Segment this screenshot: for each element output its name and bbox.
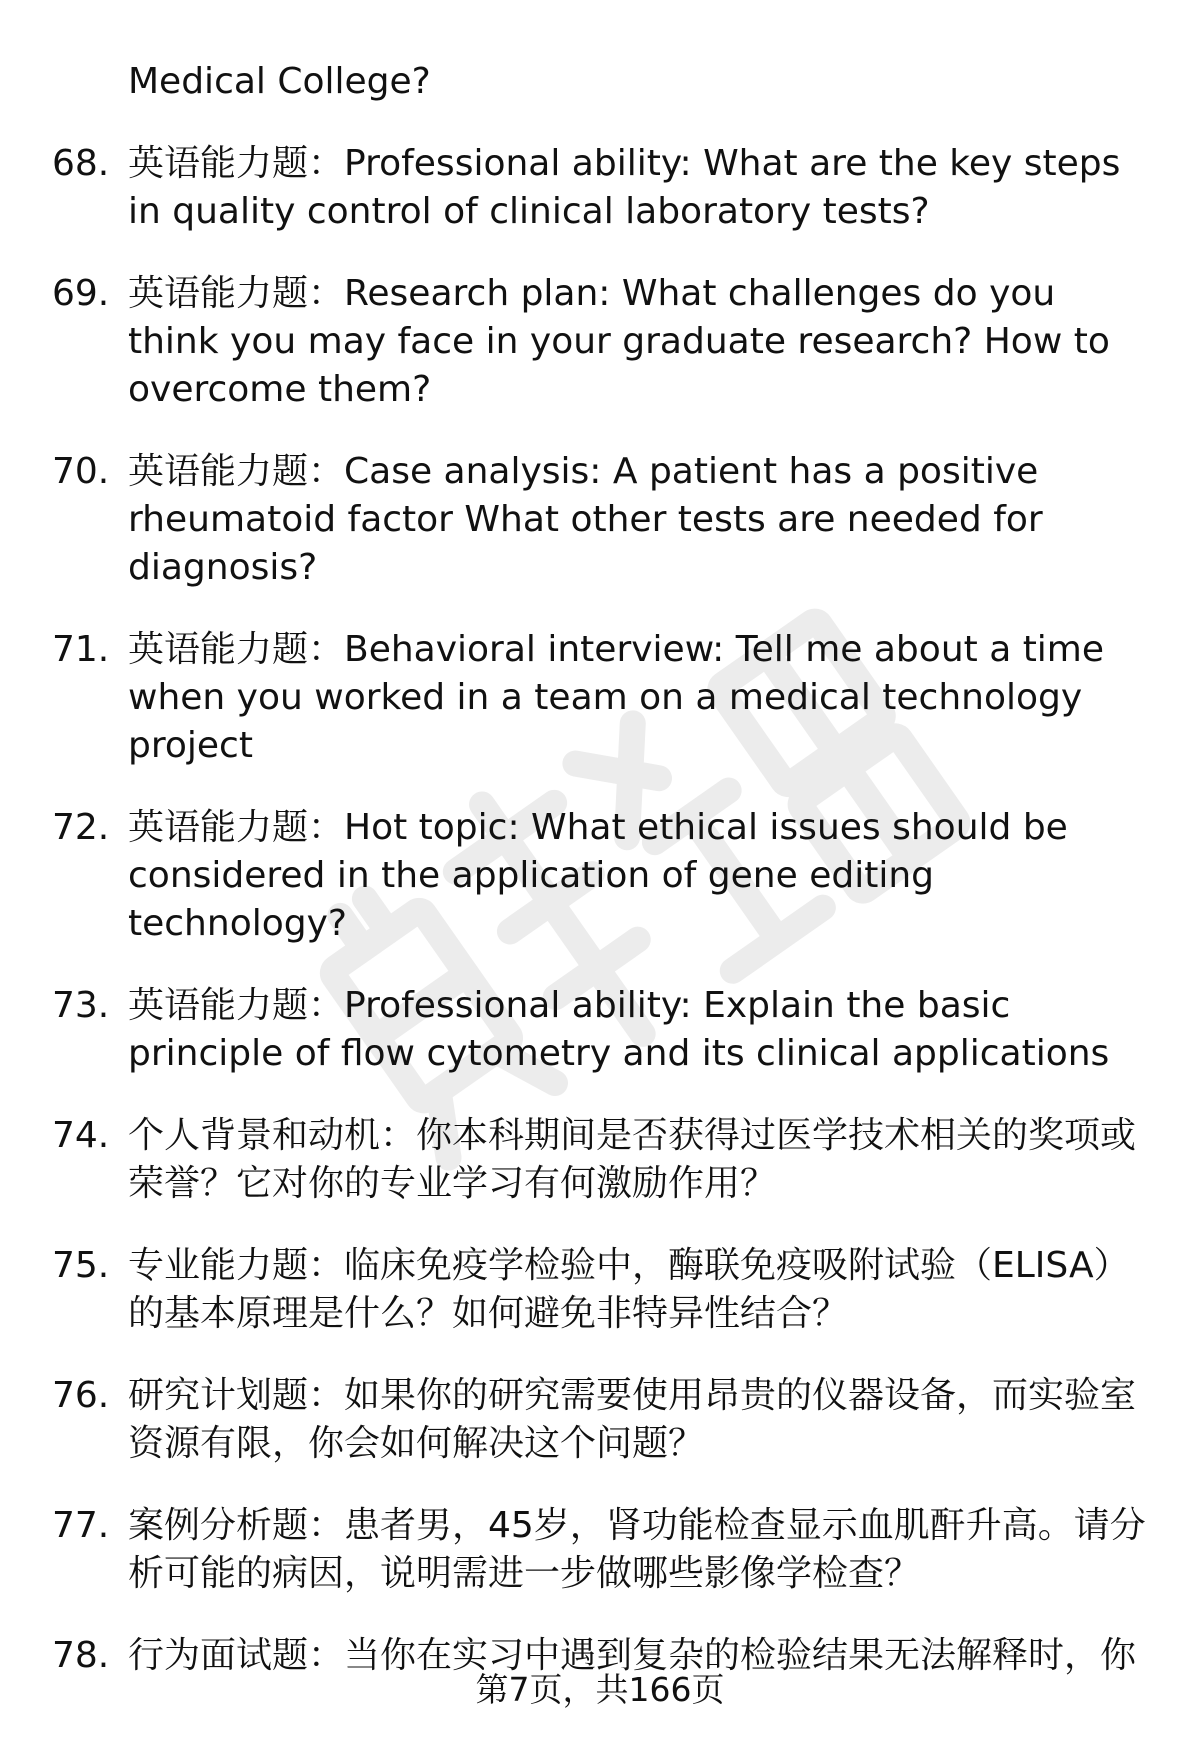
list-item — [52, 1372, 1157, 1468]
item-text: 个人背景和动机：你本科期间是否获得过医学技术相关的奖项或荣誉？它对你的专业学习有何激励作用？ — [128, 1115, 1137, 1204]
list-item — [52, 1112, 1157, 1208]
item-number: 69. — [52, 273, 110, 314]
item-text: 英语能力题：Behavioral interview: Tell me about a time when you worked in a team on a medical technology project — [128, 629, 1105, 766]
item-number: 73. — [52, 985, 110, 1026]
item-text: 行为面试题：当你在实习中遇到复杂的检验结果无法解释时，你 — [128, 1635, 1137, 1676]
list-item — [52, 270, 1157, 414]
list-item — [52, 804, 1157, 948]
item-text: 研究计划题：如果你的研究需要使用昂贵的仪器设备，而实验室资源有限，你会如何解决这个问题？ — [128, 1375, 1137, 1464]
item-text: 英语能力题：Professional ability: Explain the basic principle of flow cytometry and its clinical applications — [128, 985, 1110, 1074]
item-number: 72. — [52, 807, 110, 848]
item-number: 75. — [52, 1245, 110, 1286]
item-number: 71. — [52, 629, 110, 670]
page-footer: 第7页，共166页 — [475, 1670, 725, 1709]
item-number: 70. — [52, 451, 110, 492]
list-item — [52, 1502, 1157, 1598]
item-text: 英语能力题：Case analysis: A patient has a positive rheumatoid factor What other tests are needed for diagnosis? — [128, 451, 1043, 588]
item-text: 英语能力题：Hot topic: What ethical issues should be considered in the application of gene editing technology? — [128, 807, 1068, 944]
item-text: 英语能力题：Professional ability: What are the key steps in quality control of clinical laboratory tests? — [128, 143, 1121, 232]
item-text: 案例分析题：患者男，45岁，肾功能检查显示血肌酐升高。请分析可能的病因，说明需进一步做哪些影像学检查？ — [128, 1505, 1146, 1594]
question-list — [52, 58, 1157, 1714]
continuation-text: Medical College? — [128, 61, 431, 102]
item-number: 76. — [52, 1375, 110, 1416]
item-text: 英语能力题：Research plan: What challenges do you think you may face in your graduate research? How to overcome them? — [128, 273, 1110, 410]
item-text: 专业能力题：临床免疫学检验中，酶联免疫吸附试验（ELISA）的基本原理是什么？如何避免非特异性结合？ — [128, 1245, 1130, 1334]
list-item — [52, 982, 1157, 1078]
list-item — [52, 1242, 1157, 1338]
list-item — [52, 626, 1157, 770]
item-number: 77. — [52, 1505, 110, 1546]
list-item — [52, 140, 1157, 236]
item-number: 74. — [52, 1115, 110, 1156]
list-item — [52, 448, 1157, 592]
item-number: 68. — [52, 143, 110, 184]
item-number: 78. — [52, 1635, 110, 1676]
